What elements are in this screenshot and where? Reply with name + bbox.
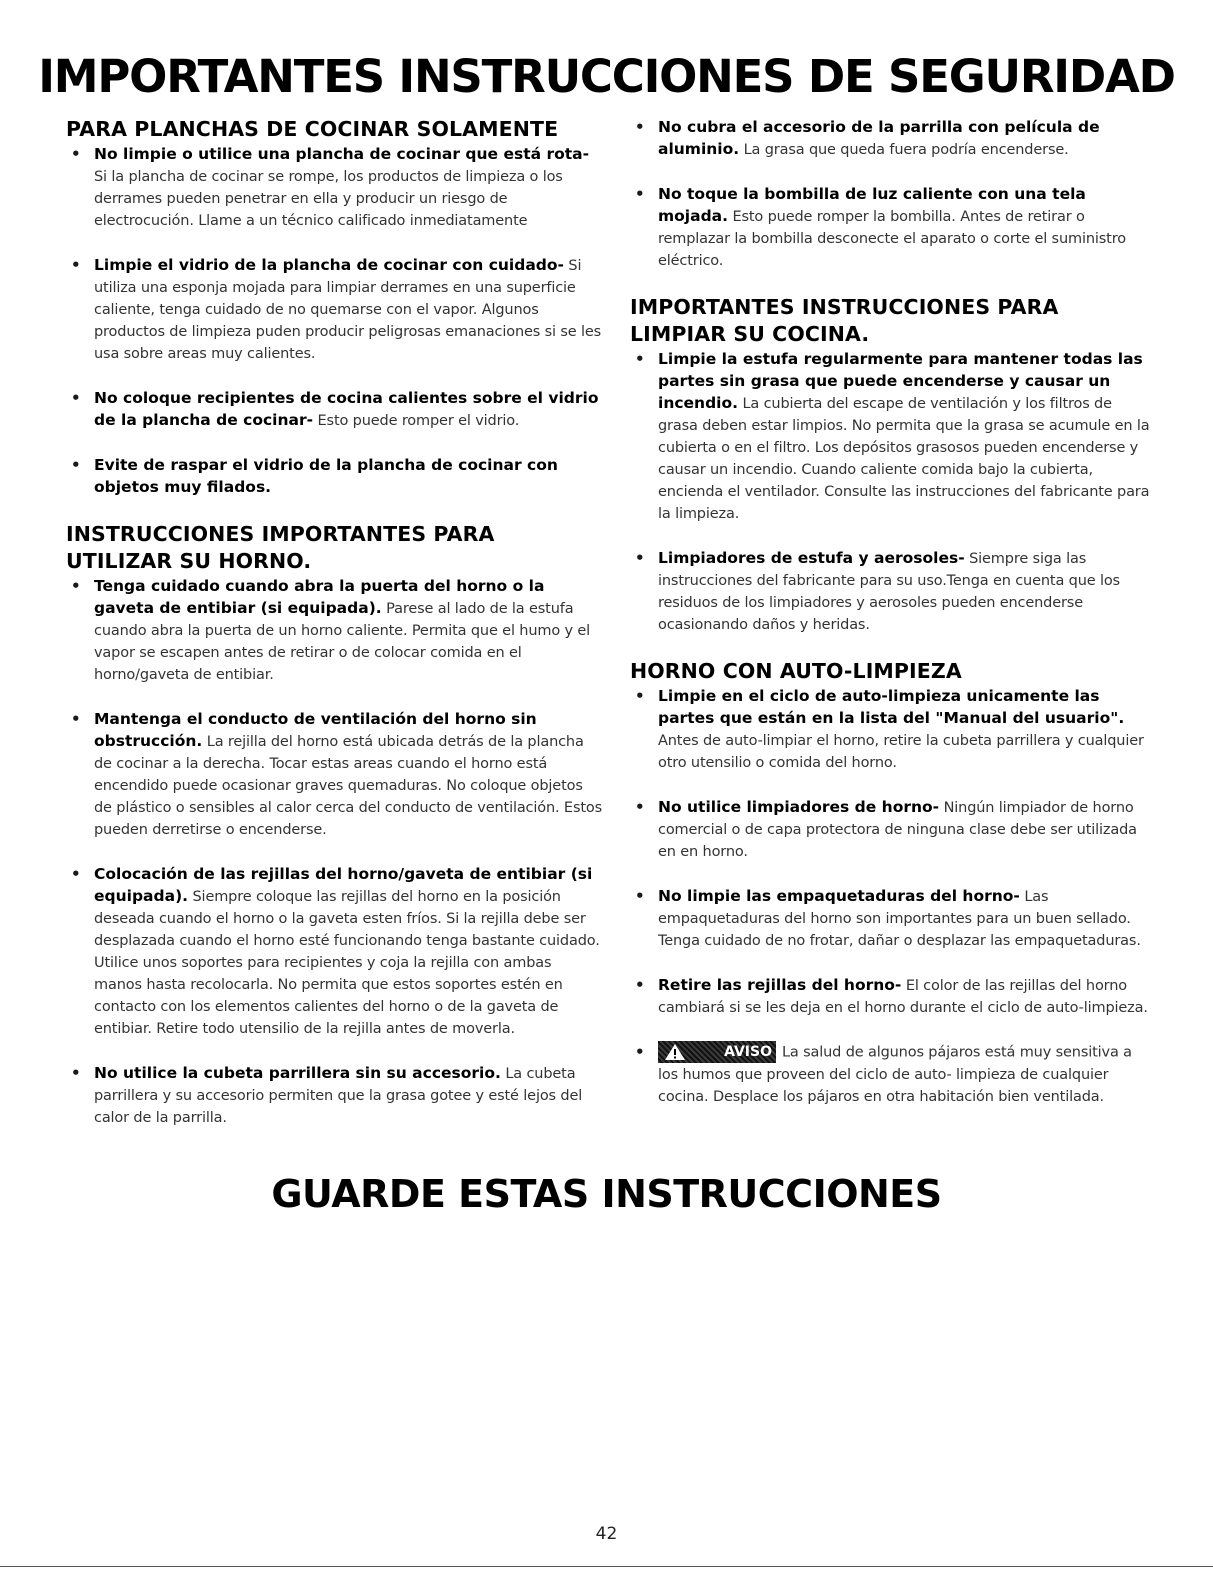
bullet-icon: • — [71, 577, 81, 595]
item-text: El color de las rejillas del horno cambiará si se les deja en el horno durante el ciclo de auto-limpieza. — [658, 978, 1148, 1016]
item-bold-text: No utilice la cubeta parrillera sin su accesorio. — [94, 1064, 501, 1082]
bullet-icon: • — [71, 865, 81, 883]
item-bold-text: Retire las rejillas del horno- — [658, 976, 902, 994]
bullet-icon: • — [635, 350, 645, 368]
list-item — [66, 575, 602, 686]
section-heading: INSTRUCCIONES IMPORTANTES PARA UTILIZAR SU HORNO. — [66, 522, 495, 573]
bullet-icon: • — [71, 710, 81, 728]
bullet-icon: • — [635, 185, 645, 203]
bullet-icon: • — [635, 687, 645, 705]
item-bold-text: No toque la bombilla de luz caliente con una tela mojada. — [658, 185, 1086, 225]
item-bold-text: No utilice limpiadores de horno- — [658, 798, 940, 816]
item-bold-text: Colocación de las rejillas del horno/gaveta de entibiar (si equipada). — [94, 865, 593, 905]
item-text: La cubeta parrillera y su accesorio permiten que la grasa gotee y esté lejos del calor de la parrilla. — [94, 1066, 583, 1126]
page-title: IMPORTANTES INSTRUCCIONES DE SEGURIDAD — [38, 50, 1175, 103]
item-bold-text: No limpie las empaquetaduras del horno- — [658, 887, 1020, 905]
list-item — [630, 116, 1150, 161]
bottom-rule — [0, 1566, 1213, 1567]
item-bold-text: Tenga cuidado cuando abra la puerta del horno o la gaveta de entibiar (si equipada). — [94, 577, 545, 617]
item-text: La cubierta del escape de ventilación y los filtros de grasa deben estar limpios. No permita que la grasa se acumule en la cubierta o en el filtro. Los depósitos grasosos pueden encenderse y causar un incendio. Cuando caliente comida bajo la cubierta, encienda el ventilador. Consulte las instrucciones del fabricante para la limpieza. — [658, 396, 1150, 522]
item-text: Si utiliza una esponja mojada para limpiar derrames en una superficie caliente, tenga cuidado de no quemarse con el vapor. Algunos productos de limpieza puden producir peligrosas emanaciones si se les usa sobre areas muy calientes. — [94, 258, 602, 362]
warning-badge — [658, 1041, 776, 1063]
item-text: Esto puede romper la bombilla. Antes de retirar o remplazar la bombilla desconecte el aparato o corte el suministro eléctrico. — [658, 209, 1126, 269]
warning-text: La salud de algunos pájaros está muy sensitiva a los humos que proveen del ciclo de auto- limpieza de cualquier cocina. Desplace los pájaros en otra habitación bien ventilada. — [658, 1044, 1132, 1105]
section-limpiar — [630, 294, 1150, 636]
list-item — [630, 685, 1150, 774]
bullet-icon: • — [635, 887, 645, 905]
bullet-icon: • — [71, 456, 81, 474]
bullet-icon: • — [635, 976, 645, 994]
list-item — [66, 254, 602, 365]
section-intro — [630, 116, 1150, 272]
item-text: Parese al lado de la estufa cuando abra la puerta de un horno caliente. Permita que el humo y el vapor se escapen antes de retirar o de colocar comida en el horno/gaveta de entibiar. — [94, 601, 591, 683]
bullet-icon: • — [635, 1043, 645, 1061]
warning-triangle-icon — [664, 1043, 686, 1061]
warning-label: AVISO — [724, 1044, 772, 1060]
item-bold-text: No cubra el accesorio de la parrilla con película de aluminio. — [658, 118, 1100, 158]
bullet-icon: • — [635, 118, 645, 136]
list-item — [66, 863, 602, 1040]
list-item — [630, 974, 1150, 1019]
list-item — [66, 1062, 602, 1129]
list-item — [66, 708, 602, 841]
list-item — [630, 183, 1150, 272]
item-text: Ningún limpiador de horno comercial o de capa protectora de ninguna clase debe ser utilizada en en horno. — [658, 800, 1137, 860]
item-bold-text: Limpiadores de estufa y aerosoles- — [658, 549, 965, 567]
item-text: La grasa que queda fuera podría encenderse. — [739, 142, 1069, 158]
bullet-icon: • — [71, 1064, 81, 1082]
item-bold-text: Evite de raspar el vidrio de la plancha de cocinar con objetos muy filados. — [94, 456, 558, 496]
warning-item — [630, 1041, 1150, 1108]
section-heading: HORNO CON AUTO-LIMPIEZA — [630, 659, 962, 683]
item-text: Las empaquetaduras del horno son importantes para un buen sellado. Tenga cuidado de no frotar, dañar o desplazar las empaquetaduras. — [658, 889, 1141, 949]
left-column — [66, 116, 602, 1151]
list-item — [630, 885, 1150, 952]
bullet-icon: • — [635, 549, 645, 567]
item-bold-text: Mantenga el conducto de ventilación del horno sin obstrucción. — [94, 710, 537, 750]
bullet-icon: • — [71, 389, 81, 407]
item-bold-text: No limpie o utilice una plancha de cocinar que está rota- — [94, 145, 590, 163]
item-text: Siempre siga las instrucciones del fabricante para su uso.Tenga en cuenta que los residuos de los limpiadores y aerosoles pueden encenderse ocasionando daños y heridas. — [658, 551, 1120, 633]
section-planchas — [66, 116, 602, 499]
right-column — [630, 116, 1150, 1130]
section-heading: PARA PLANCHAS DE COCINAR SOLAMENTE — [66, 117, 559, 141]
item-bold-text: Limpie el vidrio de la plancha de cocinar con cuidado- — [94, 256, 564, 274]
item-text: Si la plancha de cocinar se rompe, los productos de limpieza o los derrames pueden penetrar en ella y producir un riesgo de electrocución. Llame a un técnico calificado inmediatamente — [94, 169, 563, 229]
bullet-icon: • — [71, 256, 81, 274]
item-bold-text: Limpie en el ciclo de auto-limpieza unicamente las partes que están en la lista del "Manual del usuario". — [658, 687, 1125, 727]
bullet-icon: • — [71, 145, 81, 163]
item-text: La rejilla del horno está ubicada detrás de la plancha de cocinar a la derecha. Tocar estas areas cuando el horno está encendido puede ocasionar graves quemaduras. No coloque objetos de plástico o sensibles al calor cerca del conducto de ventilación. Estos pueden derretirse o encenderse. — [94, 734, 603, 838]
footer-title: GUARDE ESTAS INSTRUCCIONES — [271, 1172, 942, 1216]
list-item — [630, 348, 1150, 525]
item-bold-text: Limpie la estufa regularmente para mantener todas las partes sin grasa que puede encenderse y causar un incendio. — [658, 350, 1143, 412]
item-text: Antes de auto-limpiar el horno, retire la cubeta parrillera y cualquier otro utensilio o comida del horno. — [658, 733, 1144, 771]
section-heading: IMPORTANTES INSTRUCCIONES PARA LIMPIAR SU COCINA. — [630, 295, 1059, 346]
list-item — [630, 547, 1150, 636]
item-text: Esto puede romper el vidrio. — [313, 413, 520, 429]
list-item — [66, 387, 602, 432]
item-bold-text: No coloque recipientes de cocina calientes sobre el vidrio de la plancha de cocinar- — [94, 389, 599, 429]
list-item — [66, 454, 602, 499]
list-item — [630, 796, 1150, 863]
page-number: 42 — [595, 1524, 618, 1544]
item-text: Siempre coloque las rejillas del horno en la posición deseada cuando el horno o la gaveta esten fríos. Si la rejilla debe ser desplazada cuando el horno esté funcionando tenga bastante cuidado. Utilice unos soportes para recipientes y coja la rejilla con ambas manos hasta recolocarla. No permita que estos soportes estén en contacto con los elementos calientes del horno o de la gaveta de entibiar. Retire todo utensilio de la rejilla antes de moverla. — [94, 889, 600, 1037]
list-item — [66, 143, 602, 232]
section-horno — [66, 521, 602, 1129]
section-autolimpieza — [630, 658, 1150, 1108]
bullet-icon: • — [635, 798, 645, 816]
